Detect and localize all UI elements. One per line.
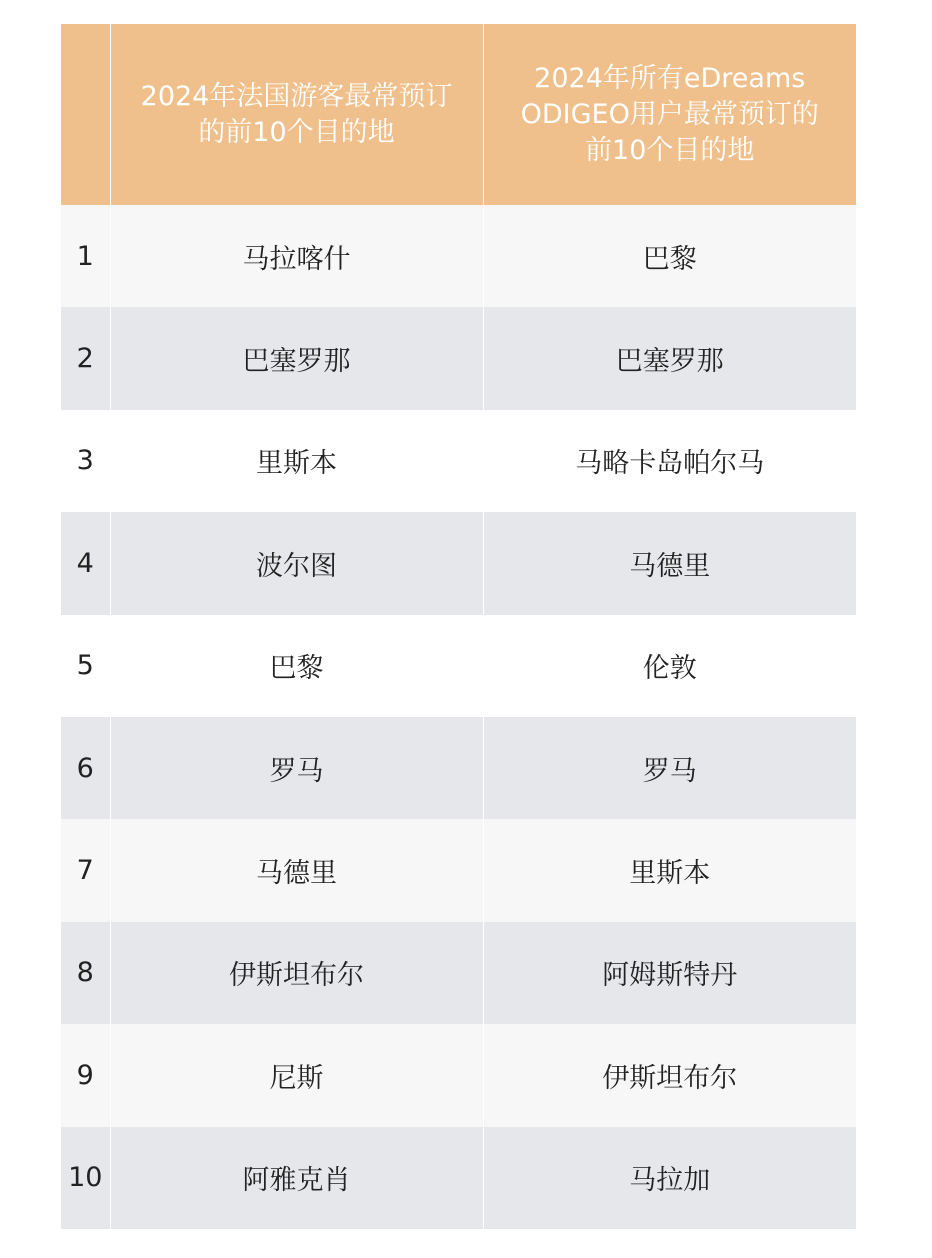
france-destination-cell: 巴黎 — [110, 615, 483, 717]
table-header-row — [61, 24, 856, 205]
all-users-destination-cell: 罗马 — [483, 717, 856, 819]
france-destination-cell: 伊斯坦布尔 — [110, 922, 483, 1024]
france-destination-cell: 尼斯 — [110, 1024, 483, 1126]
rank-cell: 7 — [61, 819, 110, 921]
all-users-destination-cell: 马德里 — [483, 512, 856, 614]
france-destination-cell: 里斯本 — [110, 410, 483, 512]
all-users-destination-cell: 里斯本 — [483, 819, 856, 921]
table-row — [61, 1024, 856, 1126]
table-row — [61, 410, 856, 512]
table-row — [61, 512, 856, 614]
france-destination-cell: 马德里 — [110, 819, 483, 921]
france-destination-cell: 阿雅克肖 — [110, 1127, 483, 1229]
rank-column-header — [61, 24, 110, 205]
all-users-destination-cell: 伦敦 — [483, 615, 856, 717]
table-row — [61, 717, 856, 819]
rank-cell: 5 — [61, 615, 110, 717]
rank-cell: 4 — [61, 512, 110, 614]
all-users-top10-header-label: 2024年所有eDreams ODIGEO用户最常预订的 前10个目的地 — [520, 62, 819, 166]
all-users-destination-cell: 伊斯坦布尔 — [483, 1024, 856, 1126]
all-users-destination-cell: 阿姆斯特丹 — [483, 922, 856, 1024]
table-row — [61, 615, 856, 717]
all-users-top10-column-header — [483, 24, 856, 205]
rank-cell: 6 — [61, 717, 110, 819]
all-users-destination-cell: 巴黎 — [483, 205, 856, 307]
rank-cell: 3 — [61, 410, 110, 512]
france-destination-cell: 马拉喀什 — [110, 205, 483, 307]
france-destination-cell: 罗马 — [110, 717, 483, 819]
rank-cell: 1 — [61, 205, 110, 307]
table-row — [61, 922, 856, 1024]
table-row — [61, 307, 856, 409]
all-users-destination-cell: 巴塞罗那 — [483, 307, 856, 409]
all-users-destination-cell: 马拉加 — [483, 1127, 856, 1229]
france-top10-column-header — [110, 24, 483, 205]
rank-cell: 9 — [61, 1024, 110, 1126]
france-destination-cell: 巴塞罗那 — [110, 307, 483, 409]
france-destination-cell: 波尔图 — [110, 512, 483, 614]
france-top10-header-label: 2024年法国游客最常预订 的前10个目的地 — [140, 80, 453, 148]
rank-cell: 8 — [61, 922, 110, 1024]
destinations-table — [61, 24, 856, 1229]
table-row — [61, 205, 856, 307]
table-row — [61, 1127, 856, 1229]
all-users-destination-cell: 马略卡岛帕尔马 — [483, 410, 856, 512]
rank-cell: 2 — [61, 307, 110, 409]
table-row — [61, 819, 856, 921]
rank-cell: 10 — [61, 1127, 110, 1229]
